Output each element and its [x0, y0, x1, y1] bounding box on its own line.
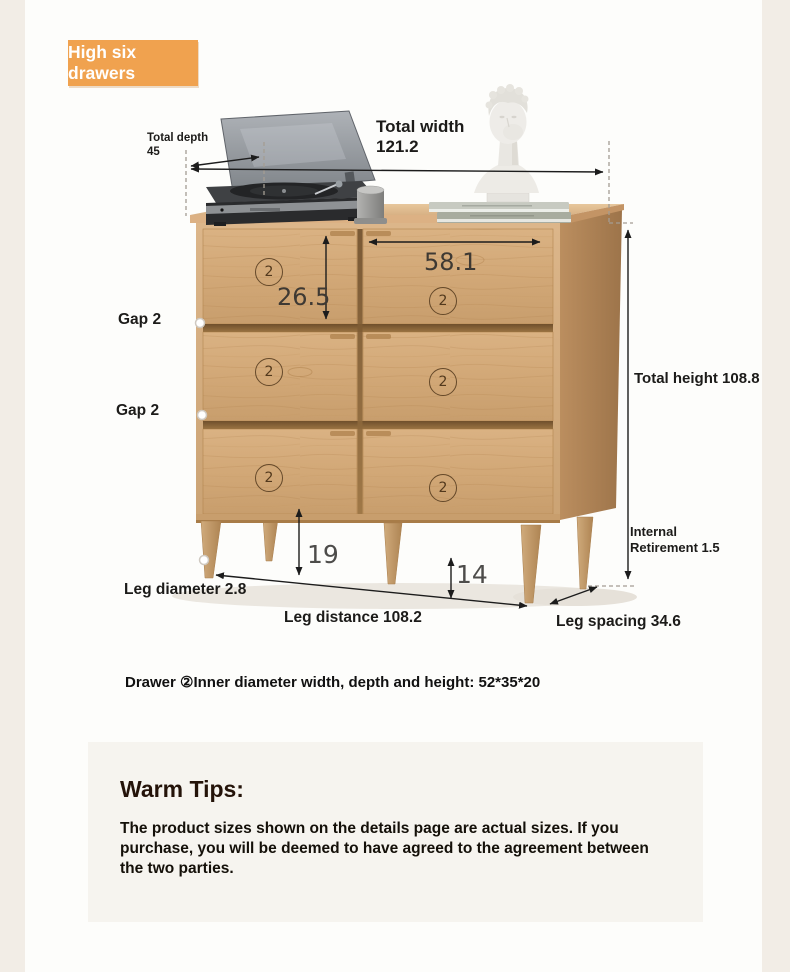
warm-tips-title: Warm Tips:: [120, 776, 244, 802]
side-panel: [560, 210, 622, 520]
gap-top-label: Gap 2: [118, 311, 162, 328]
drawer-marker: 2: [429, 474, 457, 502]
drawer-marker: 2: [429, 368, 457, 396]
drawer-marker: 2: [255, 258, 283, 286]
drawer-width-value: 58.1: [424, 248, 478, 276]
front-leg-height-value: 19: [307, 540, 339, 569]
category-badge: High six drawers: [68, 40, 198, 86]
metal-cup: [354, 186, 387, 224]
warm-tips-body: The product sizes shown on the details page are actual sizes. If you purchase, you will be deemed to have agreed to the agreement between the two parties.: [120, 820, 649, 877]
internal-retirement-label: Internal Retirement 1.5: [630, 524, 720, 555]
total-height-label: Total height 108.8: [634, 370, 760, 387]
drawer-marker: 2: [255, 464, 283, 492]
total-width-label: Total width 121.2: [376, 117, 465, 156]
drawer-inner-size-note: Drawer ②Inner diameter width, depth and height: 52*35*20: [125, 674, 541, 691]
gap-bottom-label: Gap 2: [116, 402, 160, 419]
leg-distance-label: Leg distance 108.2: [284, 609, 422, 626]
drawer-height-value: 26.5: [277, 283, 331, 311]
record-player: [206, 111, 376, 226]
drawer-marker: 2: [255, 358, 283, 386]
side-leg-height-value: 14: [456, 560, 488, 589]
leg-spacing-label: Leg spacing 34.6: [556, 613, 681, 630]
drawer-marker: 2: [429, 287, 457, 315]
leg-diameter-label: Leg diameter 2.8: [124, 581, 247, 598]
total-depth-label: Total depth 45: [147, 132, 209, 158]
books-stack: [429, 202, 571, 223]
